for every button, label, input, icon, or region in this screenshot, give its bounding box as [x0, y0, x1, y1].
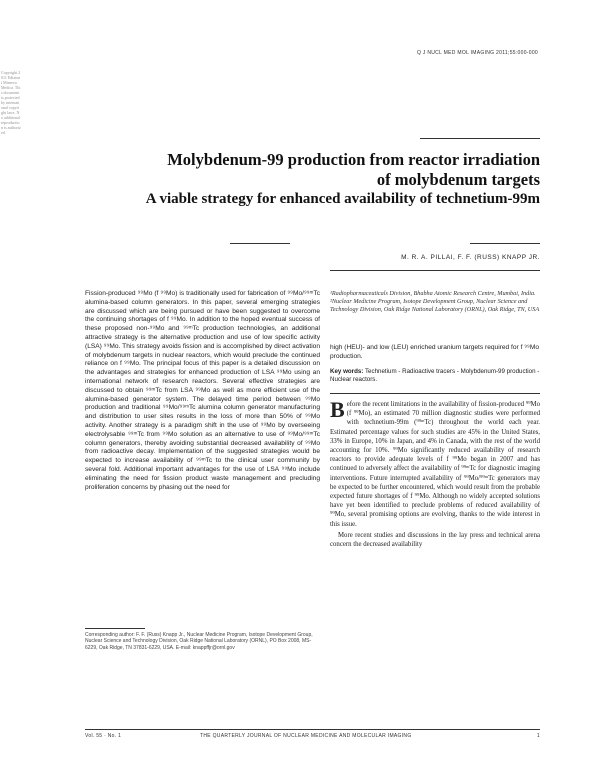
article-title-line-1: Molybdenum-99 production from reactor irradiation	[167, 150, 540, 169]
body-paragraph-1	[330, 400, 540, 529]
body-paragraph-2: More recent studies and discussions in the lay press and technical arena concern the decreased availability	[330, 531, 540, 549]
footer-journal-name: THE QUARTERLY JOURNAL OF NUCLEAR MEDICINE AND MOLECULAR IMAGING	[200, 733, 412, 739]
body-top-rule	[330, 393, 540, 394]
keywords-list: Technetium - Radioactive tracers - Molybdenum-99 production - Nuclear reactors.	[330, 368, 540, 384]
page-footer	[85, 733, 540, 745]
margin-copyright-text: Copyright 2011 Edizioni Minerva Medica. This document is protected by international copyright laws. No additional reproduction is authorized.	[1, 70, 21, 135]
abstract	[85, 290, 320, 548]
corresponding-author-footnote: Corresponding author: F. F. (Russ) Knapp Jr., Nuclear Medicine Program, Isotope Development Group, Nuclear Science and Technology Division, Oak Ridge National Laboratory (ORNL), PO Box 2008, MS-6229, Oak Ridge, TN 37831-6229, USA. E-mail: knappffjr@ornl.gov	[85, 632, 313, 651]
keywords-label: Key words:	[330, 368, 364, 375]
article-subtitle: A viable strategy for enhanced availability of technetium-99m	[145, 191, 540, 207]
footer-page-number: 1	[536, 733, 540, 739]
abstract-continuation: high (HEU)- and low (LEU) enriched uranium targets required for f ⁹⁹Mo production.	[330, 344, 540, 360]
running-head: Q J NUCL MED MOL IMAGING 2011;55:000-000	[416, 50, 538, 56]
abstract-text: Fission-produced ⁹⁹Mo (f ⁹⁹Mo) is traditionally used for fabrication of ⁹⁹Mo/⁹⁹ᵐTc alumina-based column generators. In this paper, several emerging strategies are discussed which are being pursued or have been suggested to overcome the continuing shortages of f ⁹⁹Mo. In addition to the hoped eventual success of these proposed non-⁹⁹Mo and ⁹⁹ᵐTc production technologies, an additional attractive strategy is the alternative production and use of low specific activity (LSA) ⁹⁹Mo. This strategy avoids fission and is accomplished by direct activation of molybdenum targets in nuclear reactors, which would preclude the continued reliance on f ⁹⁹Mo. The principal focus of this paper is a detailed discussion on the advantages and strategies for enhanced production of LSA ⁹⁹Mo using an international network of research reactors. Several effective strategies are discussed to obtain ⁹⁹ᵐTc from LSA ⁹⁹Mo as well as more efficient use of the alumina-based generator system. The delayed time period between ⁹⁹Mo production and traditional ⁹⁹Mo/⁹⁹ᵐTc alumina column generator manufacturing and distribution to user sites results in the loss of more than 50% of ⁹⁹Mo activity. Another strategy is a paradigm shift in the use of ⁹⁹Mo by overseeing electrolysable ⁹⁹ᵐTc from ⁹⁹Mo solution as an alternative to use of ⁹⁹Mo/⁹⁹ᵐTc column generators, thereby avoiding substantial decreased availability of ⁹⁹Mo from radioactive decay. Implementation of the suggested strategies would be expected to increase availability of ⁹⁹ᵐTc to the clinical user community by several fold. Additional important advantages for the use of LSA ⁹⁹Mo include eliminating the need for fission product waste management and precluding proliferation concerns by phasing out the need for	[85, 290, 320, 491]
footer-rule	[85, 729, 540, 730]
footnote-rule	[85, 628, 145, 629]
article-title-line-2: of molybdenum targets	[376, 170, 540, 189]
subtitle-rule-left	[230, 243, 290, 244]
keywords	[330, 368, 540, 384]
authors: M. R. A. PILLAI, F. F. (RUSS) KNAPP JR.	[401, 254, 540, 261]
footer-volume: Vol. 55 · No. 1	[85, 733, 122, 739]
author-affiliation: ¹Radiopharmaceuticals Division, Bhabha Atomic Research Centre, Mumbai, India. ²Nuclear Medicine Program, Isotope Development Group, Nuclear Science and Technology Division, Oak Ridge National Laboratory (ORNL), Oak Ridge, TN, USA	[330, 290, 540, 314]
drop-cap: B	[330, 400, 345, 422]
subtitle-rule-right	[470, 243, 540, 244]
authors-rule	[330, 270, 540, 271]
title-block	[120, 150, 540, 209]
title-top-rule	[420, 138, 540, 139]
body-paragraph-1-text: efore the recent limitations in the availability of fission-produced ⁹⁹Mo (f ⁹⁹Mo), an estimated 70 million diagnostic studies were performed with technetium-99m (⁹⁹ᵐTc) throughout the world each year. Estimated percentage values for such studies are 45% in the United States, 33% in Europe, 10% in Japan, and 4% in Canada, with the rest of the world accounting for 10%. ⁹⁹Mo significantly reduced availability of research reactors to provide adequate levels of f ⁹⁹Mo began in 2007 and has continued to adversely affect the availability of ⁹⁹ᵐTc for diagnostic imaging interventions. Future interrupted availability of ⁹⁹Mo/⁹⁹ᵐTc generators may be expected to be further encountered, which would result from the probable expected future shortages of f ⁹⁹Mo. Although no widely accepted solutions have yet been identified to preclude problems of reduced availability of ⁹⁹Mo, several promising options are evolving, thanks to the wide interest in this issue.	[330, 401, 540, 528]
body-text	[330, 400, 540, 710]
